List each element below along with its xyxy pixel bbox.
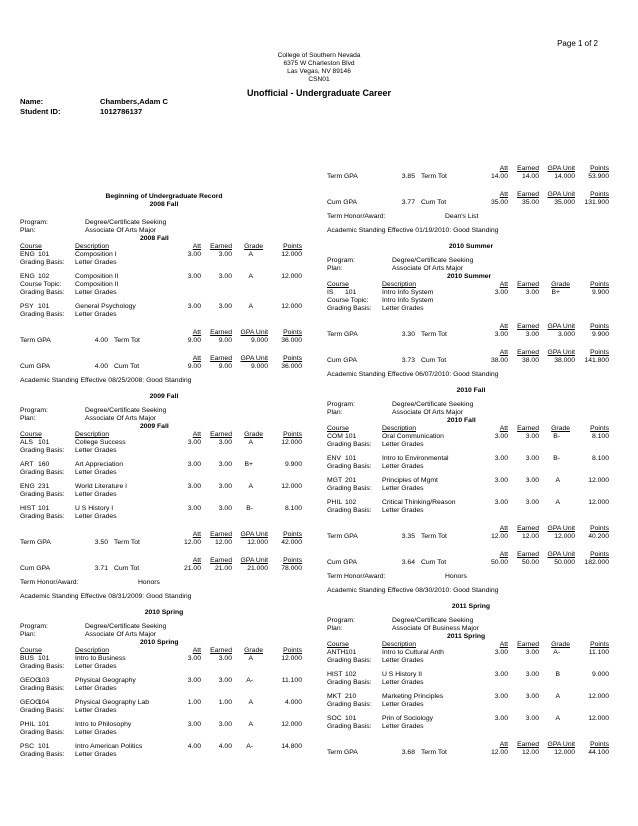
plan-row: Plan: Associate Of Arts Major [20,631,157,638]
course-row: PSY 101 General Psychology 3.00 3.00 A 12.000 [20,303,302,310]
course-row: HIST 102 U S History II 3.00 3.00 B 9.000 [327,671,609,678]
term-subheading: 2008 Fall [140,235,169,242]
program-row: Program: Degree/Certificate Seeking [20,623,167,630]
term-subheading: 2010 Spring [140,639,179,646]
term-heading: 2011 Spring [451,603,491,610]
grading-basis-row: Grading Basis: Letter Grades [327,701,424,708]
totals-header: Att Earned GPA Unit Points [192,531,302,538]
term-heading: 2010 Fall [456,387,486,394]
course-row: BUS 101 Intro to Business 3.00 3.00 A 12.000 [20,655,302,662]
term-gpa-row: Term GPA 3.30 Term Tot 3.00 3.00 3.000 9.900 [327,331,609,338]
totals-header: Att Earned GPA Unit Points [499,165,609,172]
term-honor-row: Term Honor/Award: Honors [327,573,467,580]
course-row: GEOG 104 Physical Geography Lab 1.00 1.00 A 4.000 [20,699,302,706]
course-row: PSC 101 Intro American Politics 4.00 4.00 A- 14.800 [20,743,302,750]
grading-basis-row: Grading Basis: Letter Grades [20,469,117,476]
term-gpa-row: Term GPA 3.85 Term Tot 14.00 14.00 14.000 53.900 [327,173,609,180]
course-row: ENG 101 Composition I 3.00 3.00 A 12.000 [20,251,302,258]
course-row: SOC 101 Prin of Sociology 3.00 3.00 A 12.000 [327,715,609,722]
grading-basis-row: Grading Basis: Letter Grades [20,751,117,758]
course-header: Course Description Att Earned Grade Points [20,431,302,438]
totals-header: Att Earned GPA Unit Points [499,191,609,198]
totals-header: Att Earned GPA Unit Points [499,551,609,558]
course-row: ENV 101 Intro to Environmental 3.00 3.00 B- 8.100 [327,455,609,462]
program-row: Program: Degree/Certificate Seeking [20,407,167,414]
student-name: Chambers,Adam C [100,97,168,106]
term-honor-row: Term Honor/Award: Honors [20,579,160,586]
grading-basis-row: Grading Basis: Letter Grades [327,441,424,448]
totals-header: Att Earned GPA Unit Points [499,349,609,356]
institution-street: 6375 W Charleston Blvd [283,60,355,67]
page-number: Page 1 of 2 [557,39,598,48]
grading-basis-row: Grading Basis: Letter Grades [20,491,117,498]
grading-basis-row: Grading Basis: Letter Grades [327,679,424,686]
academic-standing-row: Academic Standing Effective 06/07/2010: Good Standing [327,371,499,378]
course-topic-row: Course Topic: Intro Info System [327,297,434,304]
course-row: ART 160 Art Appreciation 3.00 3.00 B+ 9.900 [20,461,302,468]
course-row: IS 101 Intro Info System 3.00 3.00 B+ 9.900 [327,289,609,296]
course-row: ENG 231 World Literature I 3.00 3.00 A 12.000 [20,483,302,490]
plan-row: Plan: Associate Of Business Major [327,625,479,632]
course-row: COM 101 Oral Communication 3.00 3.00 B- 8.100 [327,433,609,440]
totals-header: Att Earned GPA Unit Points [192,557,302,564]
course-row: PHIL 101 Intro to Philosophy 3.00 3.00 A 12.000 [20,721,302,728]
term-heading: 2009 Fall [149,393,179,400]
totals-header: Att Earned GPA Unit Points [499,525,609,532]
course-row: ENG 102 Composition II 3.00 3.00 A 12.000 [20,273,302,280]
grading-basis-row: Grading Basis: Letter Grades [20,729,117,736]
grading-basis-row: Grading Basis: Letter Grades [20,447,117,454]
grading-basis-row: Grading Basis: Letter Grades [327,657,424,664]
academic-standing-row: Academic Standing Effective 01/19/2010: Good Standing [327,227,499,234]
course-row: HIST 101 U S History I 3.00 3.00 B- 8.100 [20,505,302,512]
plan-row: Plan: Associate Of Arts Major [327,265,464,272]
student-id: 1012786137 [100,107,143,116]
course-header: Course Description Att Earned Grade Points [20,243,302,250]
totals-header: Att Earned GPA Unit Points [499,741,609,748]
program-row: Program: Degree/Certificate Seeking [327,257,474,264]
grading-basis-row: Grading Basis: Letter Grades [327,463,424,470]
totals-header: Att Earned GPA Unit Points [192,329,302,336]
plan-row: Plan: Associate Of Arts Major [327,409,464,416]
grading-basis-row: Grading Basis: Letter Grades [20,663,117,670]
term-block [20,623,308,759]
grading-basis-row: Grading Basis: Letter Grades [327,723,424,730]
left-column [20,193,308,759]
grading-basis-row: Grading Basis: Letter Grades [20,513,117,520]
term-gpa-row: Term GPA 3.50 Term Tot 12.00 12.00 12.000 42.000 [20,539,302,546]
course-row: GEOG 103 Physical Geography 3.00 3.00 A- 11.100 [20,677,302,684]
name-label: Name: [20,97,44,106]
totals-header: Att Earned GPA Unit Points [192,355,302,362]
grading-basis-row: Grading Basis: Letter Grades [20,289,117,296]
academic-standing-row: Academic Standing Effective 08/30/2010: Good Standing [327,587,499,594]
grading-basis-row: Grading Basis: Letter Grades [20,707,117,714]
grading-basis-row: Grading Basis: Letter Grades [327,507,424,514]
institution-code: CSN01 [308,76,330,83]
term-block [327,155,615,235]
term-heading: 2010 Summer [448,243,494,250]
course-row: MKT 210 Marketing Principles 3.00 3.00 A 12.000 [327,693,609,700]
course-header: Course Description Att Earned Grade Points [327,425,609,432]
program-row: Program: Degree/Certificate Seeking [327,401,474,408]
term-heading: 2010 Spring [144,609,184,616]
program-row: Program: Degree/Certificate Seeking [327,617,474,624]
totals-header: Att Earned GPA Unit Points [499,323,609,330]
cum-gpa-row: Cum GPA 3.77 Cum Tot 35.00 35.00 35.000 131.900 [327,199,609,206]
plan-row: Plan: Associate Of Arts Major [20,227,157,234]
term-gpa-row: Term GPA 3.35 Term Tot 12.00 12.00 12.000 40.200 [327,533,609,540]
term-honor-row: Term Honor/Award: Dean's List [327,213,479,220]
right-column [327,155,615,757]
term-gpa-row: Term GPA 3.68 Term Tot 12.00 12.00 12.000 44.100 [327,749,609,756]
student-id-label: Student ID: [20,107,61,116]
grading-basis-row: Grading Basis: Letter Grades [20,685,117,692]
term-block [20,219,308,385]
term-subheading: 2010 Fall [447,417,476,424]
term-subheading: 2010 Summer [447,273,492,280]
term-block [20,407,308,601]
grading-basis-row: Grading Basis: Letter Grades [327,305,424,312]
course-row: ALS 101 College Success 3.00 3.00 A 12.000 [20,439,302,446]
course-row: ANTH 101 Intro to Cultural Anth 3.00 3.00 A- 11.100 [327,649,609,656]
institution-header [0,52,638,84]
term-gpa-row: Term GPA 4.00 Term Tot 9.00 9.00 9.000 36.000 [20,337,302,344]
document-title: Unofficial - Undergraduate Career [246,88,392,98]
grading-basis-row: Grading Basis: Letter Grades [327,485,424,492]
record-begin: Beginning of Undergraduate Record [105,193,223,200]
term-block [327,401,615,595]
course-row: PHIL 102 Critical Thinking/Reason 3.00 3.00 A 12.000 [327,499,609,506]
term-subheading: 2009 Fall [140,423,169,430]
cum-gpa-row: Cum GPA 3.71 Cum Tot 21.00 21.00 21.000 78.000 [20,565,302,572]
course-header: Course Description Att Earned Grade Points [20,647,302,654]
academic-standing-row: Academic Standing Effective 08/31/2009: Good Standing [20,593,192,600]
student-identity [20,97,168,117]
cum-gpa-row: Cum GPA 3.64 Cum Tot 50.00 50.00 50.000 182.000 [327,559,609,566]
program-row: Program: Degree/Certificate Seeking [20,219,167,226]
institution-city: Las Vegas, NV 89146 [287,68,351,75]
course-header: Course Description Att Earned Grade Points [327,641,609,648]
grading-basis-row: Grading Basis: Letter Grades [20,259,117,266]
term-block [327,257,615,379]
term-heading: 2008 Fall [149,201,179,208]
institution-name: College of Southern Nevada [277,52,361,59]
cum-gpa-row: Cum GPA 3.73 Cum Tot 38.00 38.00 38.000 141.800 [327,357,609,364]
course-row: MGT 201 Principles of Mgmt 3.00 3.00 A 12.000 [327,477,609,484]
term-block [327,617,615,757]
grading-basis-row: Grading Basis: Letter Grades [20,311,117,318]
course-topic-row: Course Topic: Composition II [20,281,119,288]
cum-gpa-row: Cum GPA 4.00 Cum Tot 9.00 9.00 9.000 36.000 [20,363,302,370]
academic-standing-row: Academic Standing Effective 08/25/2008: Good Standing [20,377,192,384]
term-subheading: 2011 Spring [447,633,486,640]
plan-row: Plan: Associate Of Arts Major [20,415,157,422]
course-header: Course Description Att Earned Grade Points [327,281,609,288]
